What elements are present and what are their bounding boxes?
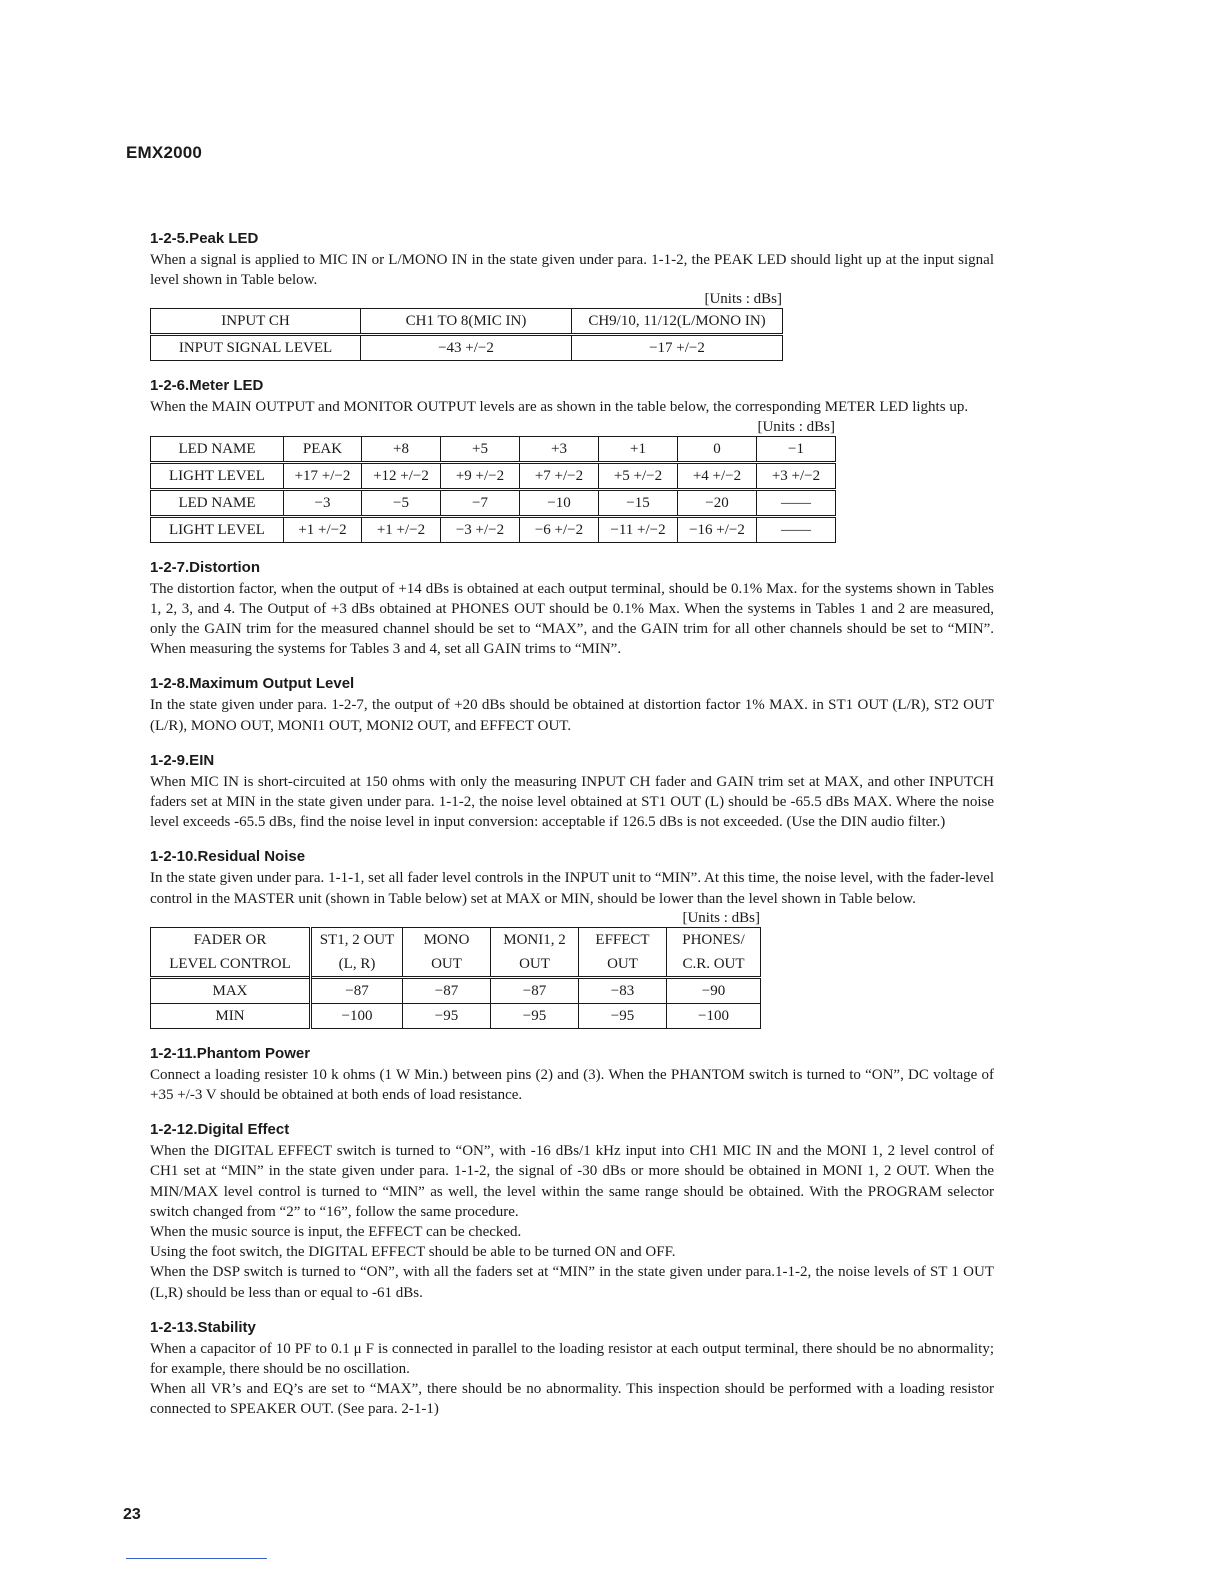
- table-cell: LED NAME: [151, 436, 284, 462]
- table-cell: PEAK: [284, 436, 362, 462]
- section-meter-led: [150, 377, 994, 542]
- table-cell: +3 +/−2: [757, 462, 836, 489]
- table-cell: −100: [667, 1003, 761, 1028]
- table-cell: −90: [667, 977, 761, 1003]
- table-cell: INPUT SIGNAL LEVEL: [151, 335, 361, 361]
- table-cell: PHONES/: [667, 927, 761, 952]
- section-title: 1-2-9.EIN: [150, 751, 215, 769]
- section-residual-noise: [150, 848, 994, 1028]
- section-title: 1-2-5.Peak LED: [150, 230, 259, 247]
- footer-divider: [126, 1558, 267, 1559]
- table-cell: ——: [757, 489, 836, 516]
- table-cell: MONI1, 2: [491, 927, 579, 952]
- section-max-output-level: [150, 675, 994, 735]
- table-cell: FADER OR: [151, 927, 311, 952]
- table-row: [151, 335, 783, 361]
- table-cell: CH9/10, 11/12(L/MONO IN): [572, 309, 783, 335]
- section-paragraph: When the music source is input, the EFFECT can be checked.: [150, 1224, 522, 1241]
- table-cell: −5: [362, 489, 441, 516]
- section-peak-led: [150, 230, 994, 361]
- table-cell: −15: [599, 489, 678, 516]
- units-label: [Units : dBs]: [682, 909, 760, 926]
- section-title: 1-2-13.Stability: [150, 1318, 256, 1336]
- table-header-row: [151, 309, 783, 335]
- section-title: 1-2-11.Phantom Power: [150, 1044, 311, 1062]
- section-text: In the state given under para. 1-1-1, set all fader level controls in the INPUT unit to “MIN”. At this time, the noise level, with the fader-level control in the MASTER unit (shown in Table below) set at MAX or MIN, should be lower than the level shown in Table below.: [150, 870, 994, 907]
- table-cell: INPUT CH: [151, 309, 361, 335]
- table-cell: LED NAME: [151, 489, 284, 516]
- table-cell: −95: [491, 1003, 579, 1028]
- section-title: 1-2-6.Meter LED: [150, 377, 264, 395]
- table-cell: +7 +/−2: [520, 462, 599, 489]
- table-cell: OUT: [403, 952, 491, 978]
- table-cell: −1: [757, 436, 836, 462]
- table-cell: LIGHT LEVEL: [151, 516, 284, 542]
- page-number: 23: [123, 1506, 141, 1523]
- table-cell: −83: [579, 977, 667, 1003]
- section-text: When the MAIN OUTPUT and MONITOR OUTPUT levels are as shown in the table below, the corresponding METER LED lights up.: [150, 399, 969, 416]
- table-cell: 0: [678, 436, 757, 462]
- table-row: [151, 516, 836, 542]
- section-ein: [150, 752, 994, 833]
- table-cell: −17 +/−2: [572, 335, 783, 361]
- table-cell: −20: [678, 489, 757, 516]
- section-title: 1-2-10.Residual Noise: [150, 848, 306, 866]
- document-body: [150, 230, 994, 1436]
- table-cell: −10: [520, 489, 599, 516]
- table-cell: MONO: [403, 927, 491, 952]
- table-cell: +12 +/−2: [362, 462, 441, 489]
- section-text: When a signal is applied to MIC IN or L/MONO IN in the state given under para. 1-1-2, the PEAK LED should light up at the input signal level shown in Table below.: [150, 252, 994, 289]
- table-cell: +3: [520, 436, 599, 462]
- table-cell: −3 +/−2: [441, 516, 520, 542]
- table-cell: +8: [362, 436, 441, 462]
- section-text: In the state given under para. 1-2-7, the output of +20 dBs should be obtained at distortion factor 1% MAX. in ST1 OUT (L/R), ST2 OUT (L/R), MONO OUT, MONI1 OUT, MONI2 OUT, and EFFECT OUT.: [150, 697, 994, 734]
- table-header-row: [151, 952, 761, 978]
- table-cell: (L, R): [311, 952, 403, 978]
- table-cell: OUT: [579, 952, 667, 978]
- meter-led-table: [150, 436, 836, 543]
- table-row: [151, 436, 836, 462]
- table-cell: CH1 TO 8(MIC IN): [361, 309, 572, 335]
- table-cell: C.R. OUT: [667, 952, 761, 978]
- table-cell: −3: [284, 489, 362, 516]
- table-cell: EFFECT: [579, 927, 667, 952]
- section-text: The distortion factor, when the output of +14 dBs is obtained at each output terminal, should be 0.1% Max. for the systems shown in Tables 1, 2, 3, and 4. The Output of +3 dBs obtained at PHONES OUT should be 0.1% Max. When the systems in Tables 1 and 2 are measured, only the GAIN trim for the measured channel should be set to “MAX”, and the GAIN trim for all other channels should be set to “MIN”. When measuring the systems for Tables 3 and 4, set all GAIN trims to “MIN”.: [150, 580, 994, 658]
- table-cell: LEVEL CONTROL: [151, 952, 311, 978]
- table-cell: −87: [311, 977, 403, 1003]
- table-cell: −7: [441, 489, 520, 516]
- table-cell: −16 +/−2: [678, 516, 757, 542]
- section-text: When MIC IN is short-circuited at 150 ohms with only the measuring INPUT CH fader and GAIN trim set at MAX, and other INPUTCH faders set at MIN in the state given under para. 1-1-2, the noise level obtained at ST1 OUT (L) should be -65.5 dBs MAX. Where the noise level exceeds -65.5 dBs, find the noise level in input conversion: acceptable if 126.5 dBs is not exceeded. (Use the DIN audio filter.): [150, 773, 994, 831]
- table-cell: −95: [579, 1003, 667, 1028]
- table-row: [151, 1003, 761, 1028]
- table-cell: −87: [403, 977, 491, 1003]
- section-title: 1-2-8.Maximum Output Level: [150, 675, 355, 693]
- table-row: [151, 977, 761, 1003]
- table-cell: +1 +/−2: [362, 516, 441, 542]
- table-row: [151, 462, 836, 489]
- table-cell: LIGHT LEVEL: [151, 462, 284, 489]
- table-cell: +4 +/−2: [678, 462, 757, 489]
- table-cell: −11 +/−2: [599, 516, 678, 542]
- section-paragraph: Using the foot switch, the DIGITAL EFFECT should be able to be turned ON and OFF.: [150, 1244, 676, 1261]
- table-cell: −6 +/−2: [520, 516, 599, 542]
- document-model-title: EMX2000: [126, 143, 203, 162]
- units-label: [Units : dBs]: [704, 291, 782, 308]
- table-cell: +5 +/−2: [599, 462, 678, 489]
- section-paragraph: When the DSP switch is turned to “ON”, with all the faders set at “MIN” in the state given under para.1-1-2, the noise levels of ST 1 OUT (L,R) should be less than or equal to -61 dBs.: [150, 1264, 994, 1301]
- section-paragraph: When the DIGITAL EFFECT switch is turned to “ON”, with -16 dBs/1 kHz input into CH1 MIC IN and the MONI 1, 2 level control of CH1 set at “MIN” in the state given under para. 1-1-2, the signal of -30 dBs or more should be obtained in MONI 1, 2 OUT. When the MIN/MAX level control is turned to “MIN” as well, the level within the same range should be obtained. With the PROGRAM selector switch changed from “2” to “16”, follow the same procedure.: [150, 1143, 994, 1220]
- table-cell: MIN: [151, 1003, 311, 1028]
- table-header-row: [151, 927, 761, 952]
- section-digital-effect: [150, 1121, 994, 1303]
- table-cell: OUT: [491, 952, 579, 978]
- table-cell: ——: [757, 516, 836, 542]
- section-title: 1-2-7.Distortion: [150, 558, 261, 576]
- residual-noise-table: [150, 927, 761, 1029]
- peak-led-table: [150, 308, 783, 361]
- section-paragraph: When all VR’s and EQ’s are set to “MAX”, there should be no abnormality. This inspection should be performed with a loading resistor connected to SPEAKER OUT. (See para. 2-1-1): [150, 1381, 994, 1418]
- table-cell: −95: [403, 1003, 491, 1028]
- table-cell: −87: [491, 977, 579, 1003]
- units-label: [Units : dBs]: [757, 418, 835, 435]
- section-text: Connect a loading resister 10 k ohms (1 W Min.) between pins (2) and (3). When the PHANTOM switch is turned to “ON”, DC voltage of +35 +/-3 V should be obtained at both ends of load resistance.: [150, 1066, 994, 1104]
- table-cell: MAX: [151, 977, 311, 1003]
- section-title: 1-2-12.Digital Effect: [150, 1121, 290, 1139]
- table-cell: ST1, 2 OUT: [311, 927, 403, 952]
- table-cell: +1: [599, 436, 678, 462]
- section-distortion: [150, 559, 994, 660]
- section-phantom-power: [150, 1045, 994, 1105]
- table-cell: +17 +/−2: [284, 462, 362, 489]
- table-cell: −100: [311, 1003, 403, 1028]
- section-stability: [150, 1319, 994, 1420]
- table-cell: +9 +/−2: [441, 462, 520, 489]
- table-cell: +5: [441, 436, 520, 462]
- section-paragraph: When a capacitor of 10 PF to 0.1 μ F is connected in parallel to the loading resistor at each output terminal, there should be no abnormality; for example, there should be no oscillation.: [150, 1340, 994, 1378]
- table-cell: −43 +/−2: [361, 335, 572, 361]
- table-cell: +1 +/−2: [284, 516, 362, 542]
- table-row: [151, 489, 836, 516]
